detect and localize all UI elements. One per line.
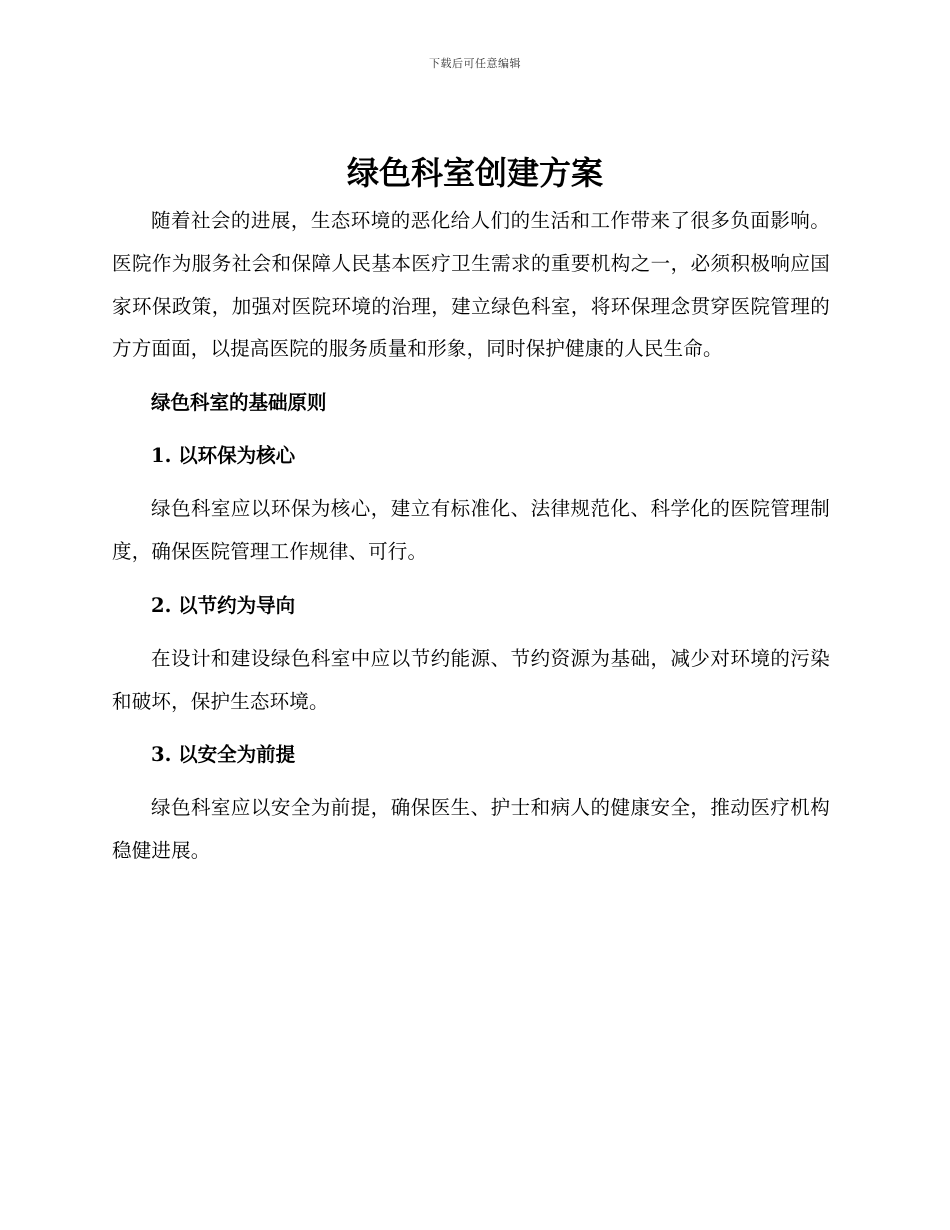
- document-title: 绿色科室创建方案: [346, 154, 603, 192]
- section-heading-2: 2. 以节约为导向: [151, 593, 296, 617]
- header-note: 下载后可任意编辑: [429, 57, 521, 70]
- document-body: [112, 200, 830, 873]
- section-body-1: 绿色科室应以环保为核心，建立有标准化、法律规范化、科学化的医院管理制度，确保医院管理工作规律、可行。: [112, 497, 830, 563]
- section-heading-3: 3. 以安全为前提: [151, 743, 296, 767]
- intro-paragraph: 随着社会的进展，生态环境的恶化给人们的生活和工作带来了很多负面影响。医院作为服务社会和保障人民基本医疗卫生需求的重要机构之一，必须积极响应国家环保政策，加强对医院环境的治理，建立绿色科室，将环保理念贯穿医院管理的方方面面，以提高医院的服务质量和形象，同时保护健康的人民生命。: [112, 209, 830, 361]
- principles-heading: 绿色科室的基础原则: [151, 391, 327, 415]
- section-body-2: 在设计和建设绿色科室中应以节约能源、节约资源为基础，减少对环境的污染和破坏，保护生态环境。: [112, 646, 830, 713]
- section-body-3: 绿色科室应以安全为前提，确保医生、护士和病人的健康安全，推动医疗机构稳健进展。: [112, 796, 830, 863]
- section-heading-1: 1. 以环保为核心: [151, 444, 296, 468]
